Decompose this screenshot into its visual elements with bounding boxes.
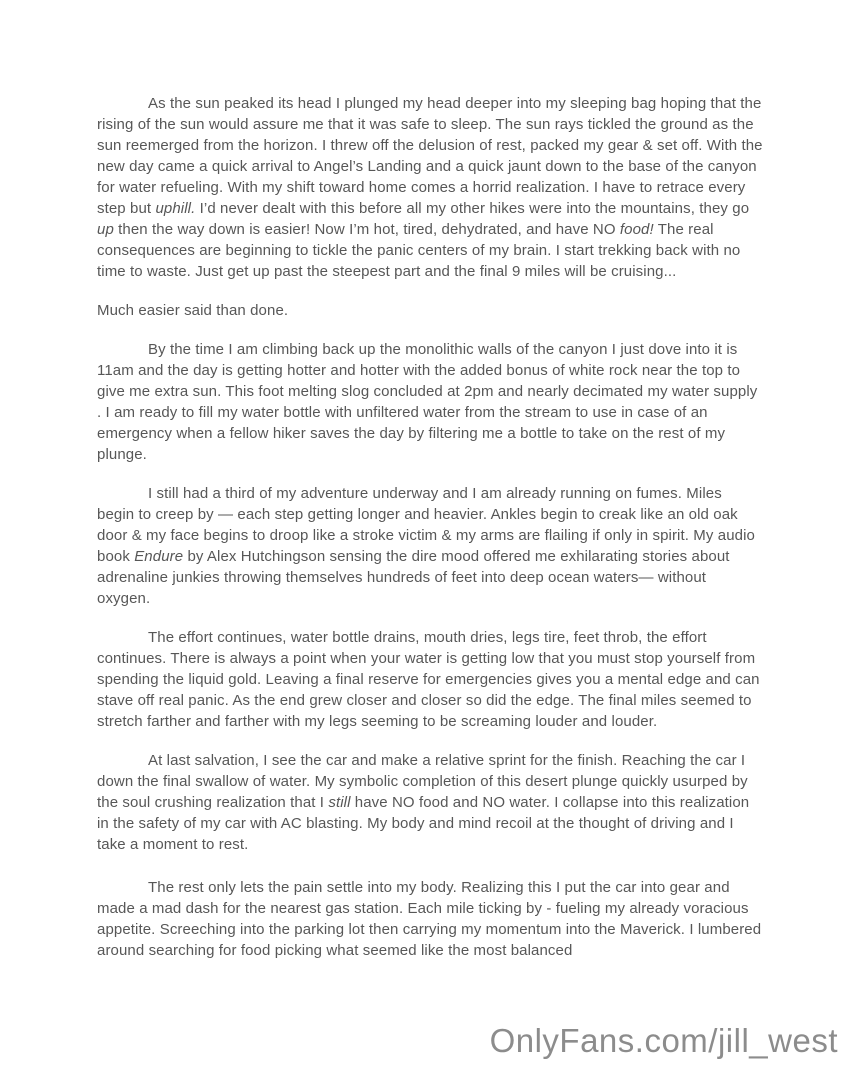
paragraph-segment: have NO food and NO water. I collapse into this realization in the safety of my car with AC blasting. My body and mind recoil at the thought of driving and I take a moment to rest. xyxy=(97,794,750,853)
paragraph-segment: then the way down is easier! Now I’m hot, tired, dehydrated, and have NO xyxy=(113,221,620,238)
paragraph-segment: The effort continues, water bottle drains, mouth dries, legs tire, feet throb, the effort continues. There is always a point when your water is getting low that you must stop yourself from spending the liquid gold. Leaving a final reserve for emergencies gives you a mental edge and can stave off real panic. As the end grew closer and closer so did the edge. The final miles seemed to stretch farther and farther with my legs seeming to be screaming louder and louder. xyxy=(97,629,760,730)
paragraph xyxy=(97,339,763,465)
paragraph-segment: by Alex Hutchingson sensing the dire mood offered me exhilarating stories about adrenaline junkies throwing themselves hundreds of feet into deep ocean waters— without oxygen. xyxy=(97,548,730,607)
paragraph-segment-italic: uphill. xyxy=(155,200,196,217)
paragraph xyxy=(97,93,763,282)
paragraph xyxy=(97,750,763,855)
paragraph xyxy=(97,627,763,732)
paragraph xyxy=(97,483,763,609)
paragraph-segment-italic: still xyxy=(328,794,351,811)
paragraph xyxy=(97,300,763,321)
paragraph-segment: I’d never dealt with this before all my other hikes were into the mountains, they go xyxy=(195,200,750,217)
paragraph-segment: Much easier said than done. xyxy=(97,302,289,319)
paragraph-segment: By the time I am climbing back up the monolithic walls of the canyon I just dove into it is 11am and the day is getting hotter and hotter with the added bonus of white rock near the top to give me extra sun. This foot melting slog concluded at 2pm and nearly decimated my water supply . I am ready to fill my water bottle with unfiltered water from the stream to use in case of an emergency when a fellow hiker saves the day by filtering me a bottle to take on the rest of my plunge. xyxy=(97,341,758,463)
paragraph-segment: As the sun peaked its head I plunged my head deeper into my sleeping bag hoping that the rising of the sun would assure me that it was safe to sleep. The sun rays tickled the ground as the sun reemerged from the horizon. I threw off the delusion of rest, packed my gear & set off. With the new day came a quick arrival to Angel’s Landing and a quick jaunt down to the base of the canyon for water refueling. With my shift toward home comes a horrid realization. I have to retrace every step but xyxy=(97,95,763,217)
document-body xyxy=(97,93,763,979)
paragraph-segment: The rest only lets the pain settle into my body. Realizing this I put the car into gear and made a mad dash for the nearest gas station. Each mile ticking by - fueling my already voracious appetite. Screeching into the parking lot then carrying my momentum into the Maverick. I lumbered around searching for food picking what seemed like the most balanced xyxy=(97,879,762,959)
paragraph-segment: The real consequences are beginning to tickle the panic centers of my brain. I start trekking back with no time to waste. Just get up past the steepest part and the final 9 miles will be cruising... xyxy=(97,221,741,280)
paragraph-segment: At last salvation, I see the car and make a relative sprint for the finish. Reaching the car I down the final swallow of water. My symbolic completion of this desert plunge quickly usurped by the soul crushing realization that I xyxy=(97,752,748,811)
paragraph-segment-italic: food! xyxy=(619,221,654,238)
paragraph xyxy=(97,877,763,961)
watermark-text: OnlyFans.com/jill_west xyxy=(489,1022,838,1059)
paragraph-segment-italic: up xyxy=(97,221,114,238)
paragraph-segment: I still had a third of my adventure underway and I am already running on fumes. Miles begin to creep by — each step getting longer and heavier. Ankles begin to creak like an old oak door & my face begins to droop like a stroke victim & my arms are flailing if only in spirit. My audio book xyxy=(97,485,755,565)
paragraph-segment-italic: Endure xyxy=(134,548,184,565)
